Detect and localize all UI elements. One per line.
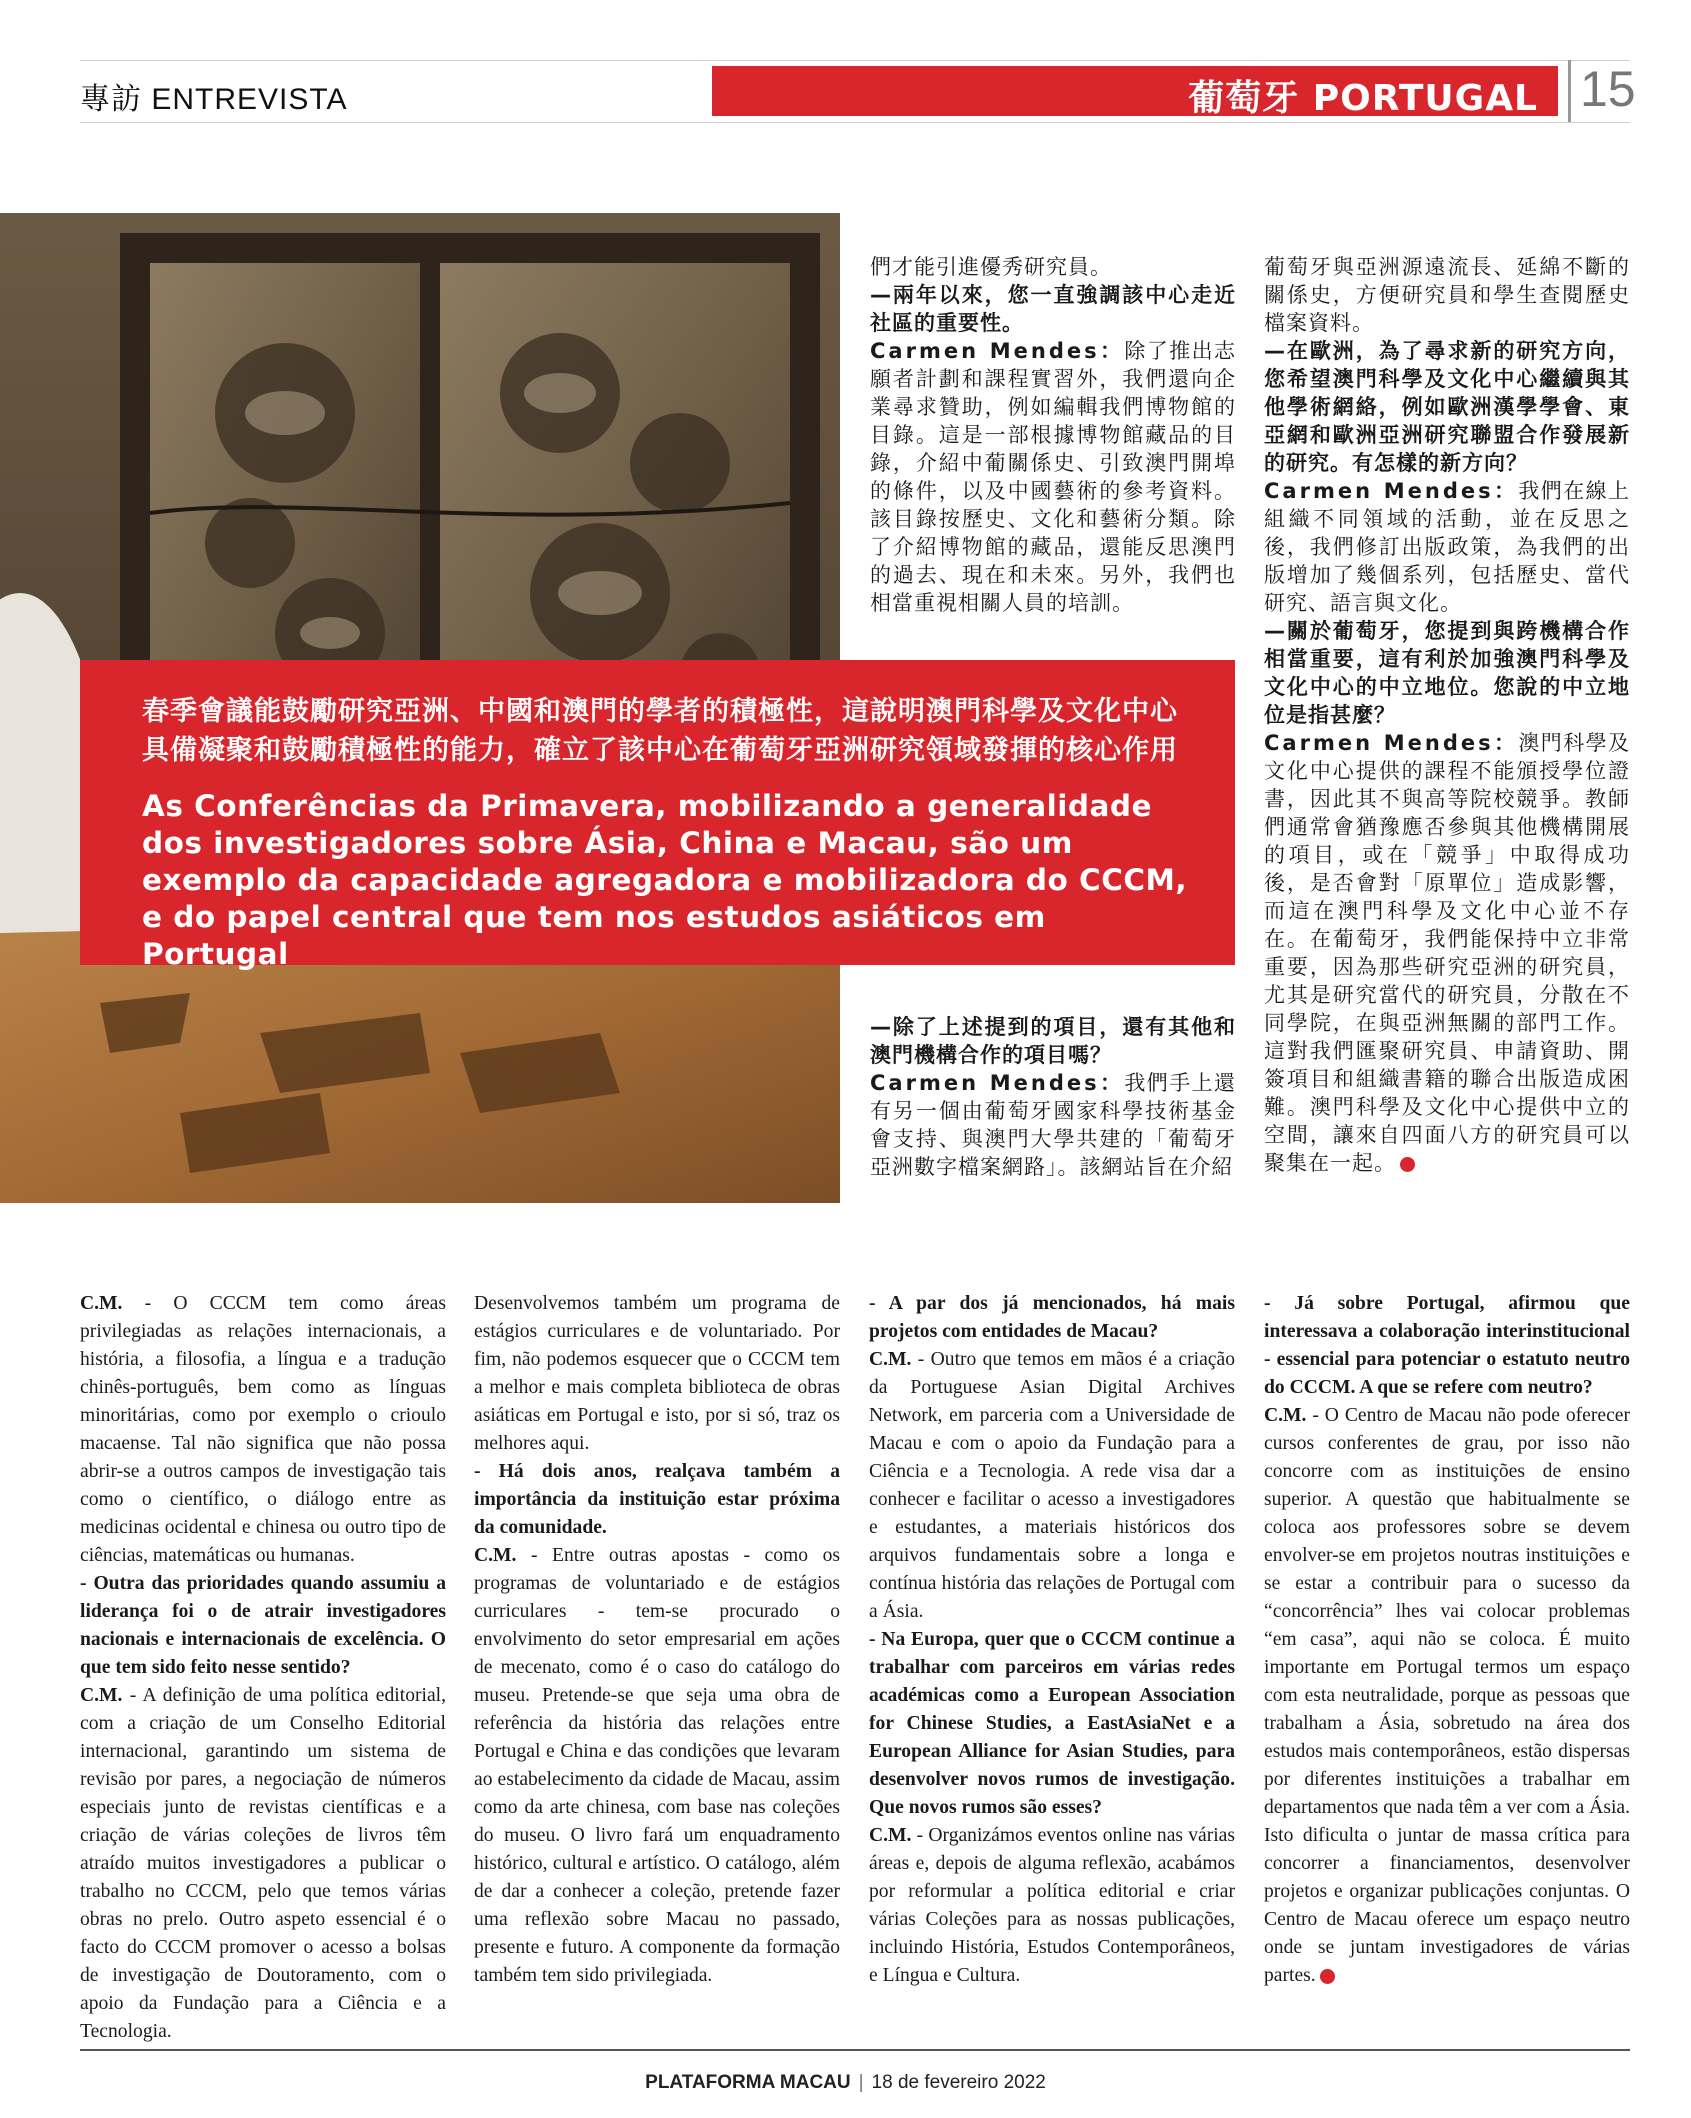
pt-answer <box>80 1682 446 2046</box>
pt-answer-text: - O Centro de Macau não pode oferecer cursos conferentes de grau, por isso não concorre com as instituições de ensino superior. A questão que habitualmente se coloca aos professores sobre se devem envolver-se em projetos noutras instituições e se estar a contribuir para o sucesso da “concorrência” lhes vai colocar problemas “em casa”, aqui não se coloca. É muito importante em Portugal termos um espaço com esta neutralidade, porque as pessoas que trabalham a Ásia, sobretudo na área dos estudos mais contemporâneos, estão dispersas por diferentes instituições a trabalhar em departamentos que nada têm a ver com a Ásia. Isto dificulta o juntar de massa crítica para concorrer a financiamentos, desenvolver projetos e organizar publicações conjuntas. O Centro de Macau oferece um espaço neutro onde se juntam investigadores de várias partes. <box>1264 1405 1630 1986</box>
footer-separator: | <box>858 2072 864 2093</box>
pt-answer <box>1264 1402 1630 1990</box>
zh-answer <box>1264 477 1630 617</box>
issue-date: 18 de fevereiro 2022 <box>871 2072 1046 2093</box>
zh-column-1-bottom <box>870 1013 1236 1181</box>
pt-speaker: C.M. <box>1264 1405 1307 1426</box>
zh-answer <box>1264 729 1630 1177</box>
country-banner <box>712 66 1558 119</box>
footer-rule <box>80 2049 1630 2051</box>
zh-answer <box>870 1069 1236 1181</box>
page-number: 15 <box>1580 61 1636 117</box>
pt-speaker: C.M. <box>869 1825 912 1846</box>
header-top-rule <box>80 60 1630 61</box>
pt-question: - A par dos já mencionados, há mais projetos com entidades de Macau? <box>869 1293 1235 1342</box>
end-of-article-icon <box>1400 1157 1415 1172</box>
pt-question: - Já sobre Portugal, afirmou que interessava a colaboração interinstitucional - essencial para potenciar o estatuto neutro do CCCM. A que se refere com neutro? <box>1264 1293 1630 1398</box>
country-label: 葡萄牙 PORTUGAL <box>1188 78 1538 119</box>
pt-question: - Na Europa, quer que o CCCM continue a trabalhar com parceiros em várias redes académicas como a European Association for Chinese Studies, a EastAsiaNet e a European Alliance for Asian Studies, para desenvolver novos rumos de investigação. Que novos rumos são esses? <box>869 1629 1235 1818</box>
pt-answer-text: - Outro que temos em mãos é a criação da Portuguese Asian Digital Archives Network, em parceria com a Universidade de Macau e com o apoio da Fundação para a Ciência e a Tecnologia. A rede visa dar a conhecer e facilitar o acesso a investigadores e estudantes, a materiais históricos dos arquivos fundamentais sobre a longa e contínua história das relações de Portugal com a Ásia. <box>869 1349 1235 1622</box>
end-of-article-icon <box>1320 1969 1335 1984</box>
zh-speaker: Carmen Mendes： <box>870 339 1125 363</box>
pt-answer <box>80 1290 446 1570</box>
zh-paragraph: 們才能引進優秀研究員。 <box>870 255 1112 279</box>
pt-answer-text: - Entre outras apostas - como os programas de voluntariado e de estágios curriculares - tem-se procurado o envolvimento do setor empresarial em ações de mecenato, como é o caso do catálogo do museu. Pretende-se que seja uma obra de referência da história das relações entre Portugal e China e das condições que levaram ao estabelecimento da cidade de Macau, assim como da arte chinesa, com base nas coleções do museu. O livro fará um enquadramento histórico, cultural e artístico. O catálogo, além de dar a conhecer a coleção, pretende fazer uma reflexão sobre Macau no passado, presente e futuro. A componente da formação também tem sido privilegiada. <box>474 1545 840 1986</box>
pull-quote-portuguese: As Conferências da Primavera, mobilizando a generalidade dos investigadores sobre Ásia, China e Macau, são um exemplo da capacidade agregadora e mobilizadora do CCCM, e do papel central que tem nos estudos asiáticos em Portugal <box>142 789 1188 971</box>
pt-speaker: C.M. <box>474 1545 517 1566</box>
zh-answer <box>870 337 1236 617</box>
pt-paragraph: Desenvolvemos também um programa de estágios curriculares e de voluntariado. Por fim, não podemos esquecer que o CCCM tem a melhor e mais completa biblioteca de obras asiáticas em Portugal e isto, por si só, traz os melhores aqui. <box>474 1293 840 1454</box>
zh-speaker: Carmen Mendes： <box>870 1071 1125 1095</box>
zh-answer-text: 澳門科學及文化中心提供的課程不能頒授學位證書，因此其不與高等院校競爭。教師們通常會猶豫應否參與其他機構開展的項目，或在「競爭」中取得成功後，是否會對「原單位」造成影響，而這在澳門科學及文化中心並不存在。在葡萄牙，我們能保持中立非常重要，因為那些研究亞洲的研究員，尤其是研究當代的研究員，分散在不同學院，在與亞洲無關的部門工作。這對我們匯聚研究員、申請資助、開簽項目和組織書籍的聯合出版造成困難。澳門科學及文化中心提供中立的空間，讓來自四面八方的研究員可以聚集在一起。 <box>1264 731 1630 1175</box>
pt-speaker: C.M. <box>80 1685 123 1706</box>
pt-answer <box>869 1346 1235 1626</box>
header-bottom-rule <box>80 122 1630 123</box>
zh-paragraph: 葡萄牙與亞洲源遠流長、延綿不斷的關係史，方便研究員和學生查閱歷史檔案資料。 <box>1264 255 1630 335</box>
pt-question: - Há dois anos, realçava também a importância da instituição estar próxima da comunidade. <box>474 1461 840 1538</box>
section-label: 專訪 ENTREVISTA <box>80 83 348 116</box>
zh-question: —關於葡萄牙，您提到與跨機構合作相當重要，這有利於加強澳門科學及文化中心的中立地位。您說的中立地位是指甚麼？ <box>1264 619 1630 727</box>
zh-answer-text: 除了推出志願者計劃和課程實習外，我們還向企業尋求贊助，例如編輯我們博物館的目錄。這是一部根據博物館藏品的目錄，介紹中葡關係史、引致澳門開埠的條件，以及中國藝術的參考資料。該目錄按歷史、文化和藝術分類。除了介紹博物館的藏品，還能反思澳門的過去、現在和未來。另外，我們也相當重視相關人員的培訓。 <box>870 339 1236 615</box>
zh-column-1-top <box>870 253 1236 617</box>
pt-question: - Outra das prioridades quando assumiu a liderança foi o de atrair investigadores nacionais e internacionais de excelência. O que tem sido feito nesse sentido? <box>80 1573 446 1678</box>
zh-speaker: Carmen Mendes： <box>1264 479 1519 503</box>
pt-answer <box>869 1822 1235 1990</box>
pt-column-1 <box>80 1290 446 2046</box>
zh-question: —除了上述提到的項目，還有其他和澳門機構合作的項目嗎？ <box>870 1015 1236 1067</box>
publication-name: PLATAFORMA MACAU <box>645 2072 851 2093</box>
pull-quote-chinese: 春季會議能鼓勵研究亞洲、中國和澳門的學者的積極性，這說明澳門科學及文化中心具備凝聚和鼓勵積極性的能力，確立了該中心在葡萄牙亞洲研究領域發揮的核心作用 <box>142 696 1178 766</box>
pt-speaker: C.M. <box>869 1349 912 1370</box>
zh-answer-text: 我們手上還有另一個由葡萄牙國家科學技術基金會支持、與澳門大學共建的「葡萄牙亞洲數字檔案網路」。該網站旨在介紹 <box>870 1071 1236 1179</box>
zh-question: —在歐洲，為了尋求新的研究方向，您希望澳門科學及文化中心繼續與其他學術網絡，例如歐洲漢學學會、東亞網和歐洲亞洲研究聯盟合作發展新的研究。有怎樣的新方向？ <box>1264 339 1630 475</box>
pt-answer-text: - Organizámos eventos online nas várias áreas e, depois de alguma reflexão, acabámos por reformular a política editorial e criar várias Coleções para as nossas publicações, incluindo História, Estudos Contemporâneos, e Língua e Cultura. <box>869 1825 1235 1986</box>
footer <box>0 2072 1691 2094</box>
pt-column-2 <box>474 1290 840 1990</box>
pt-answer <box>474 1542 840 1990</box>
zh-speaker: Carmen Mendes： <box>1264 731 1519 755</box>
pt-speaker: C.M. <box>80 1293 123 1314</box>
zh-question: —兩年以來，您一直強調該中心走近社區的重要性。 <box>870 283 1236 335</box>
zh-column-2 <box>1264 253 1630 1177</box>
pt-answer-text: - A definição de uma política editorial, com a criação de um Conselho Editorial internacional, garantindo um sistema de revisão por pares, a negociação de números especiais junto de revistas científicas e a criação de várias coleções de livros têm atraído muitos investigadores a publicar o trabalho no CCCM, pelo que temos várias obras no prelo. Outro aspeto essencial é o facto do CCCM promover o acesso a bolsas de investigação de Doutoramento, com o apoio da Fundação para a Ciência e a Tecnologia. <box>80 1685 446 2042</box>
pull-quote <box>80 660 1235 971</box>
page-number-divider <box>1568 60 1571 122</box>
pt-column-4 <box>1264 1290 1630 1990</box>
pt-column-3 <box>869 1290 1235 1990</box>
zh-answer-text: 我們在線上組織不同領域的活動，並在反思之後，我們修訂出版政策，為我們的出版增加了幾個系列，包括歷史、當代研究、語言與文化。 <box>1264 479 1630 615</box>
pt-answer-text: - O CCCM tem como áreas privilegiadas as relações internacionais, a história, a filosofia, a língua e a tradução chinês-português, bem como as línguas minoritárias, como por exemplo o crioulo macaense. Tal não significa que não possa abrir-se a outros campos de investigação tais como o científico, o diálogo entre as medicinas ocidental e chinesa ou outro tipo de ciências, matemáticas ou humanas. <box>80 1293 446 1566</box>
